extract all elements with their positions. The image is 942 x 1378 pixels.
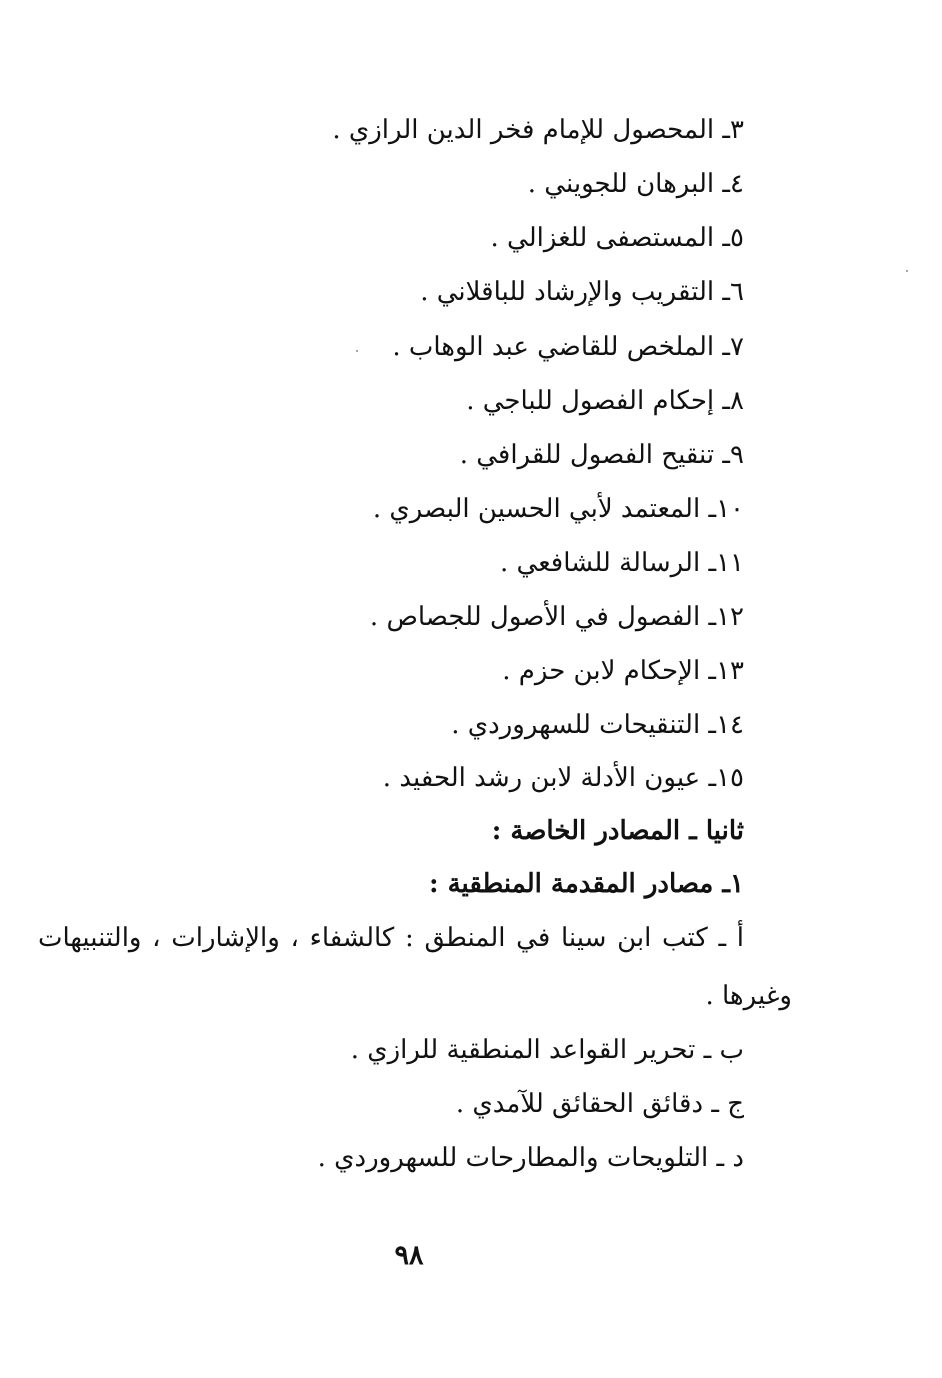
list-item: ج ـ دقائق الحقائق للآمدي .	[455, 1089, 744, 1119]
list-item: ٥ـ المستصفى للغزالي .	[490, 223, 744, 253]
list-item: أ ـ كتب ابن سينا في المنطق : كالشفاء ، والإشارات ، والتنبيهات	[38, 923, 744, 953]
subsection-heading: ١ـ مصادر المقدمة المنطقية :	[428, 869, 744, 899]
page-number: ٩٨	[394, 1240, 424, 1271]
list-item: ٨ـ إحكام الفصول للباجي .	[466, 386, 744, 416]
scan-speck	[906, 270, 908, 272]
scan-speck	[356, 350, 358, 352]
list-item: ٣ـ المحصول للإمام فخر الدين الرازي .	[332, 115, 744, 145]
section-heading: ثانيا ـ المصادر الخاصة :	[491, 816, 744, 846]
list-item: ٤ـ البرهان للجويني .	[527, 169, 744, 199]
list-item: د ـ التلويحات والمطارحات للسهروردي .	[317, 1143, 744, 1173]
list-item: ٧ـ الملخص للقاضي عبد الوهاب .	[392, 332, 744, 362]
list-item: ٩ـ تنقيح الفصول للقرافي .	[459, 440, 744, 470]
list-item: ١٣ـ الإحكام لابن حزم .	[502, 656, 744, 686]
list-item: ب ـ تحرير القواعد المنطقية للرازي .	[350, 1035, 744, 1065]
list-item-continuation: وغيرها .	[705, 981, 792, 1011]
list-item: ١٢ـ الفصول في الأصول للجصاص .	[369, 602, 744, 632]
list-item: ١١ـ الرسالة للشافعي .	[500, 548, 744, 578]
list-item: ٦ـ التقريب والإرشاد للباقلاني .	[420, 277, 744, 307]
list-item: ١٠ـ المعتمد لأبي الحسين البصري .	[372, 494, 744, 524]
list-item: ١٤ـ التنقيحات للسهروردي .	[451, 710, 744, 740]
list-item: ١٥ـ عيون الأدلة لابن رشد الحفيد .	[382, 763, 744, 793]
